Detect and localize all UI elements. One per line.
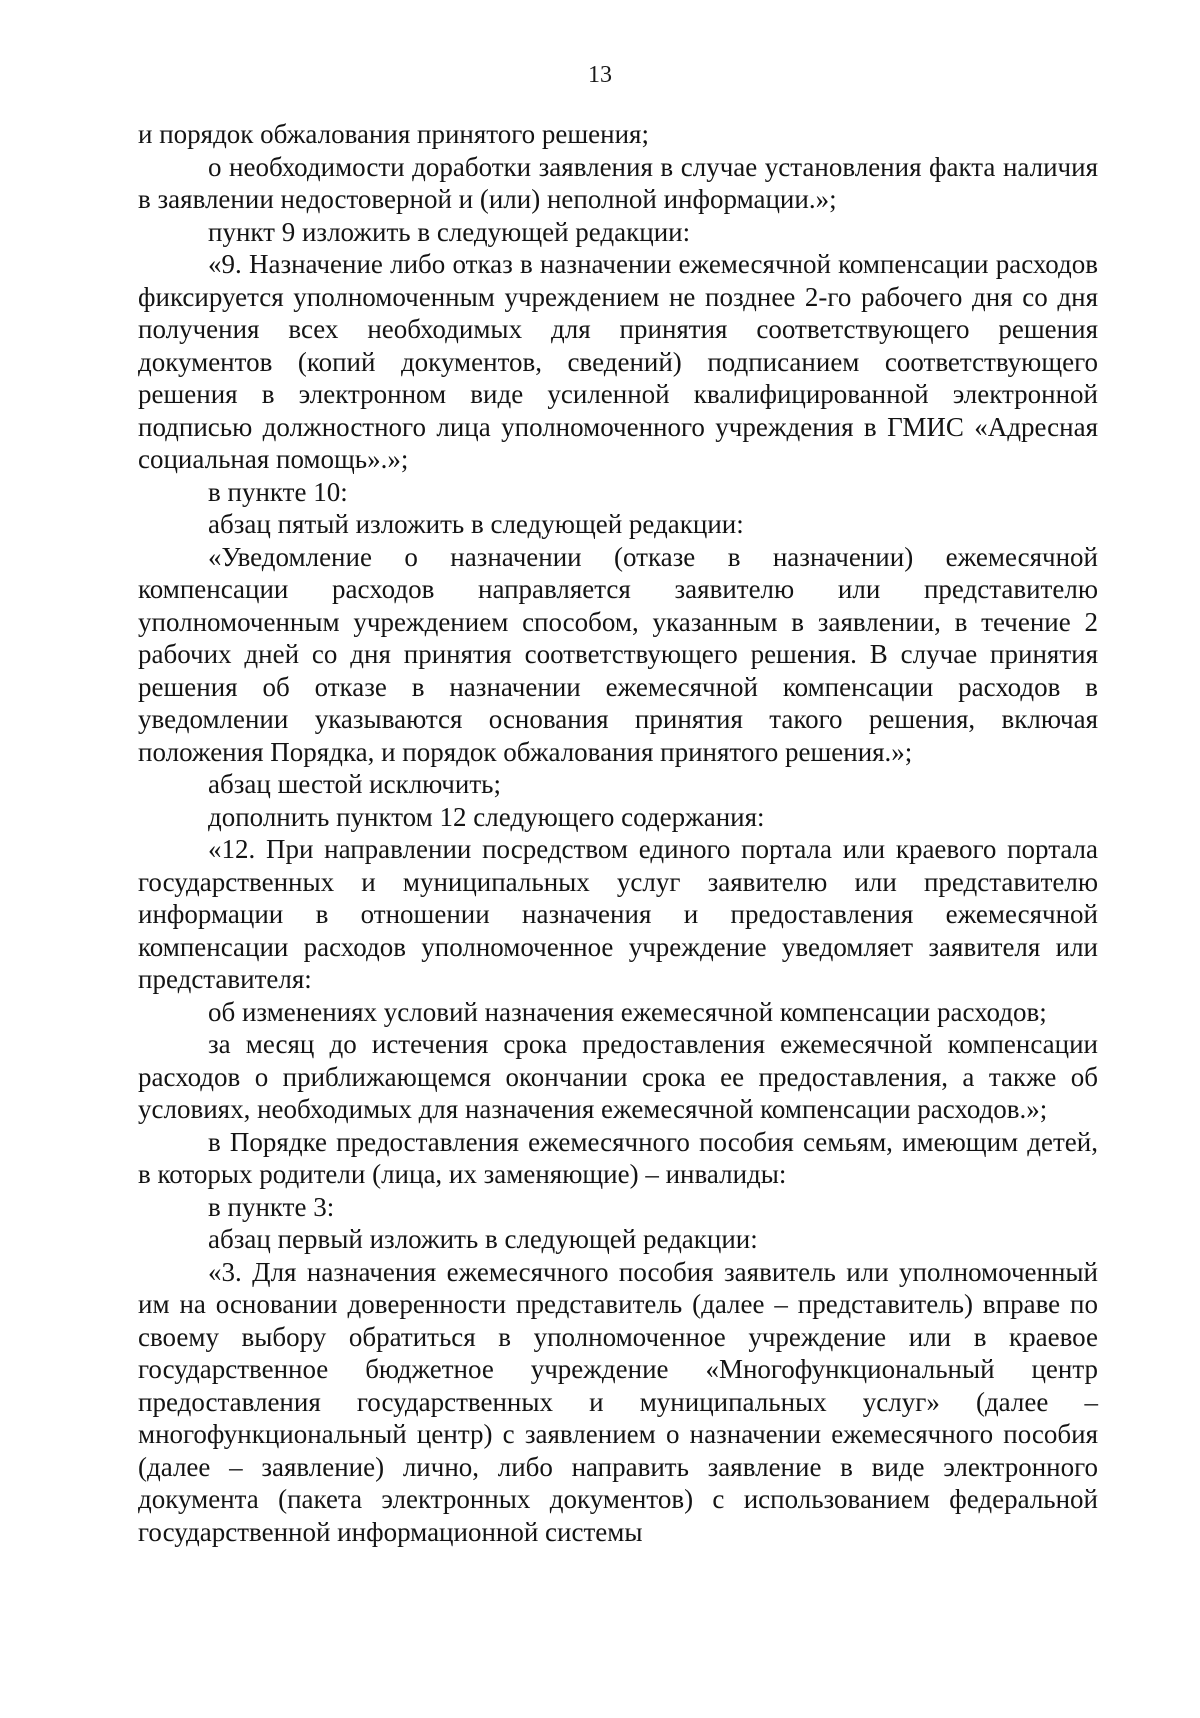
paragraph: абзац пятый изложить в следующей редакции: [208, 509, 744, 539]
paragraph: «12. При направлении посредством единого портала или краевого портала государственных и муниципальных услуг заявителю или представителю информации в отношении назначения и предоставления ежемесячной компенсации расходов уполномоченное учреждение уведомляет заявителя или представителя: [138, 834, 1098, 994]
paragraph: «Уведомление о назначении (отказе в назначении) ежемесячной компенсации расходов направляется заявителю или представителю уполномоченным учреждением способом, указанным в заявлении, в течение 2 рабочих дней со дня принятия соответствующего решения. В случае принятия решения об отказе в назначении ежемесячной компенсации расходов в уведомлении указываются основания принятия такого решения, включая положения Порядка, и порядок обжалования принятого решения.»; [138, 541, 1098, 767]
paragraph: пункт 9 изложить в следующей редакции: [208, 216, 691, 247]
paragraph: дополнить пунктом 12 следующего содержания: [208, 801, 765, 832]
paragraph: в Порядке предоставления ежемесячного пособия семьям, имеющим детей, в которых родители (лица, их заменяющие) – инвалиды: [138, 1126, 1098, 1189]
paragraph: об изменениях условий назначения ежемесячной компенсации расходов; [208, 996, 1047, 1027]
page-number: 13 [588, 62, 612, 88]
paragraph: абзац первый изложить в следующей редакции: [208, 1224, 758, 1254]
paragraph: и порядок обжалования принятого решения; [138, 119, 649, 149]
document-body [138, 118, 1098, 1548]
paragraph: в пункте 3: [208, 1191, 335, 1222]
paragraph: «3. Для назначения ежемесячного пособия заявитель или уполномоченный им на основании доверенности представитель (далее – представитель) вправе по своему выбору обратиться в уполномоченное учреждение или в краевое государственное бюджетное учреждение «Многофункциональный центр предоставления государственных и муниципальных услуг» (далее – многофункциональный центр) с заявлением о назначении ежемесячного пособия (далее – заявление) лично, либо направить заявление в виде электронного документа (пакета электронных документов) с использованием федеральной государственной информационной системы [138, 1256, 1098, 1547]
paragraph: абзац шестой исключить; [208, 769, 501, 799]
paragraph: «9. Назначение либо отказ в назначении ежемесячной компенсации расходов фиксируется уполномоченным учреждением не позднее 2-го рабочего дня со дня получения всех необходимых для принятия соответствующего решения документов (копий документов, сведений) подписанием соответствующего решения в электронном виде усиленной квалифицированной электронной подписью должностного лица уполномоченного учреждения в ГМИС «Адресная социальная помощь».»; [138, 249, 1098, 474]
paragraph: в пункте 10: [208, 476, 348, 507]
paragraph: за месяц до истечения срока предоставления ежемесячной компенсации расходов о приближающемся окончании срока ее предоставления, а также об условиях, необходимых для назначения ежемесячной компенсации расходов.»; [138, 1029, 1098, 1124]
paragraph: о необходимости доработки заявления в случае установления факта наличия в заявлении недостоверной и (или) неполной информации.»; [138, 151, 1098, 214]
